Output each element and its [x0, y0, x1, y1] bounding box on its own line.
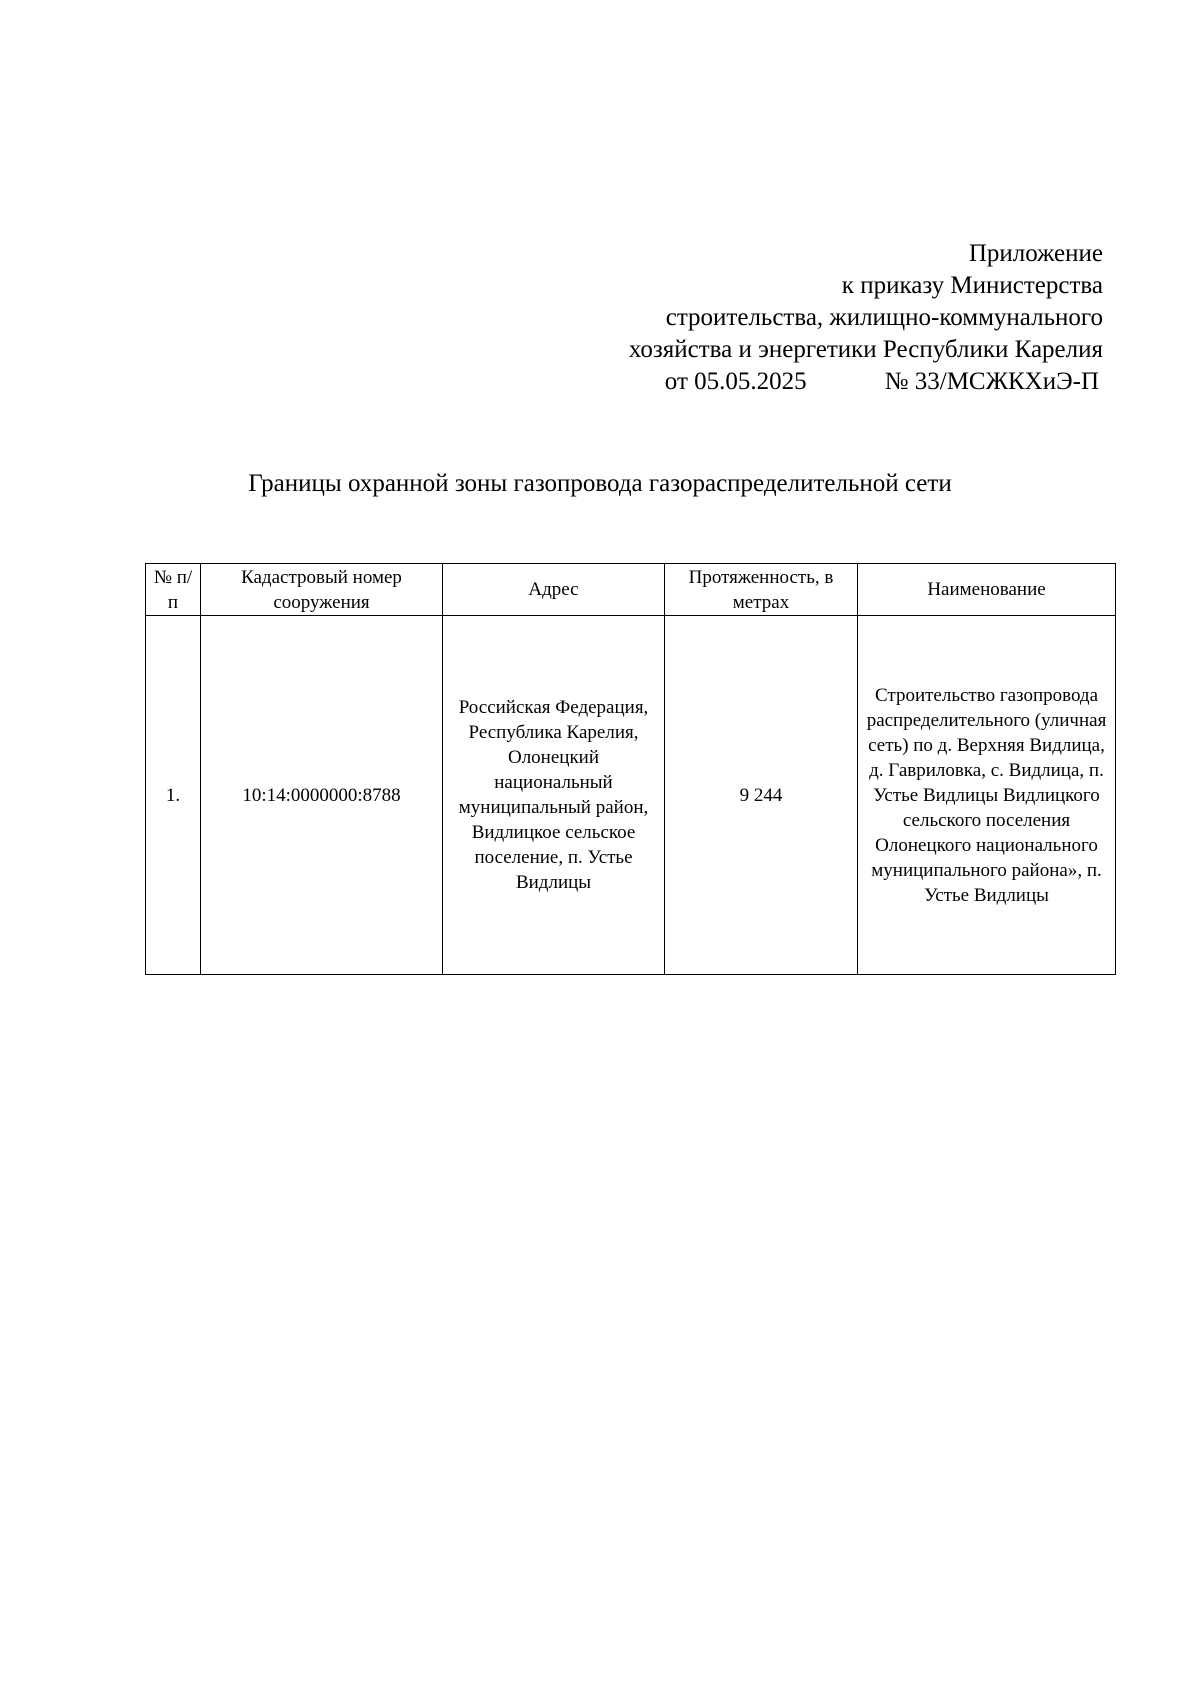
protection-zone-table: [145, 563, 1116, 975]
table-row: [146, 616, 1116, 975]
cell-address: Российская Федерация, Республика Карелия, Олонецкий национальный муниципальный район, Видлицкое сельское поселение, п. Устье Видлицы: [443, 616, 665, 975]
header-cadastral-number: Кадастровый номер сооружения: [201, 564, 443, 616]
header-name: Наименование: [858, 564, 1116, 616]
order-date: от 05.05.2025: [664, 368, 807, 395]
header-length: Протяженность, в метрах: [665, 564, 858, 616]
order-number: № 33/МСЖКХиЭ-П: [884, 368, 1099, 395]
table-header-row: [146, 564, 1116, 616]
annex-order-reference: к приказу Министерства: [841, 272, 1103, 299]
document-title: Границы охранной зоны газопровода газораспределительной сети: [248, 470, 952, 497]
header-address: Адрес: [443, 564, 665, 616]
annex-title: Приложение: [968, 240, 1103, 267]
annex-ministry-line-2: хозяйства и энергетики Республики Карелия: [628, 336, 1103, 363]
header-number: № п/п: [146, 564, 201, 616]
annex-header: [543, 238, 1103, 398]
annex-ministry-line-1: строительства, жилищно-коммунального: [665, 304, 1103, 331]
cell-name: Строительство газопровода распределительного (уличная сеть) по д. Верхняя Видлица, д. Гавриловка, с. Видлица, п. Устье Видлицы Видлицкого сельского поселения Олонецкого национального муниципального района», п. Устье Видлицы: [858, 616, 1116, 975]
cell-length: 9 244: [665, 616, 858, 975]
cell-cadastral-number: 10:14:0000000:8788: [201, 616, 443, 975]
order-date-number: [543, 366, 1103, 398]
cell-number: 1.: [146, 616, 201, 975]
